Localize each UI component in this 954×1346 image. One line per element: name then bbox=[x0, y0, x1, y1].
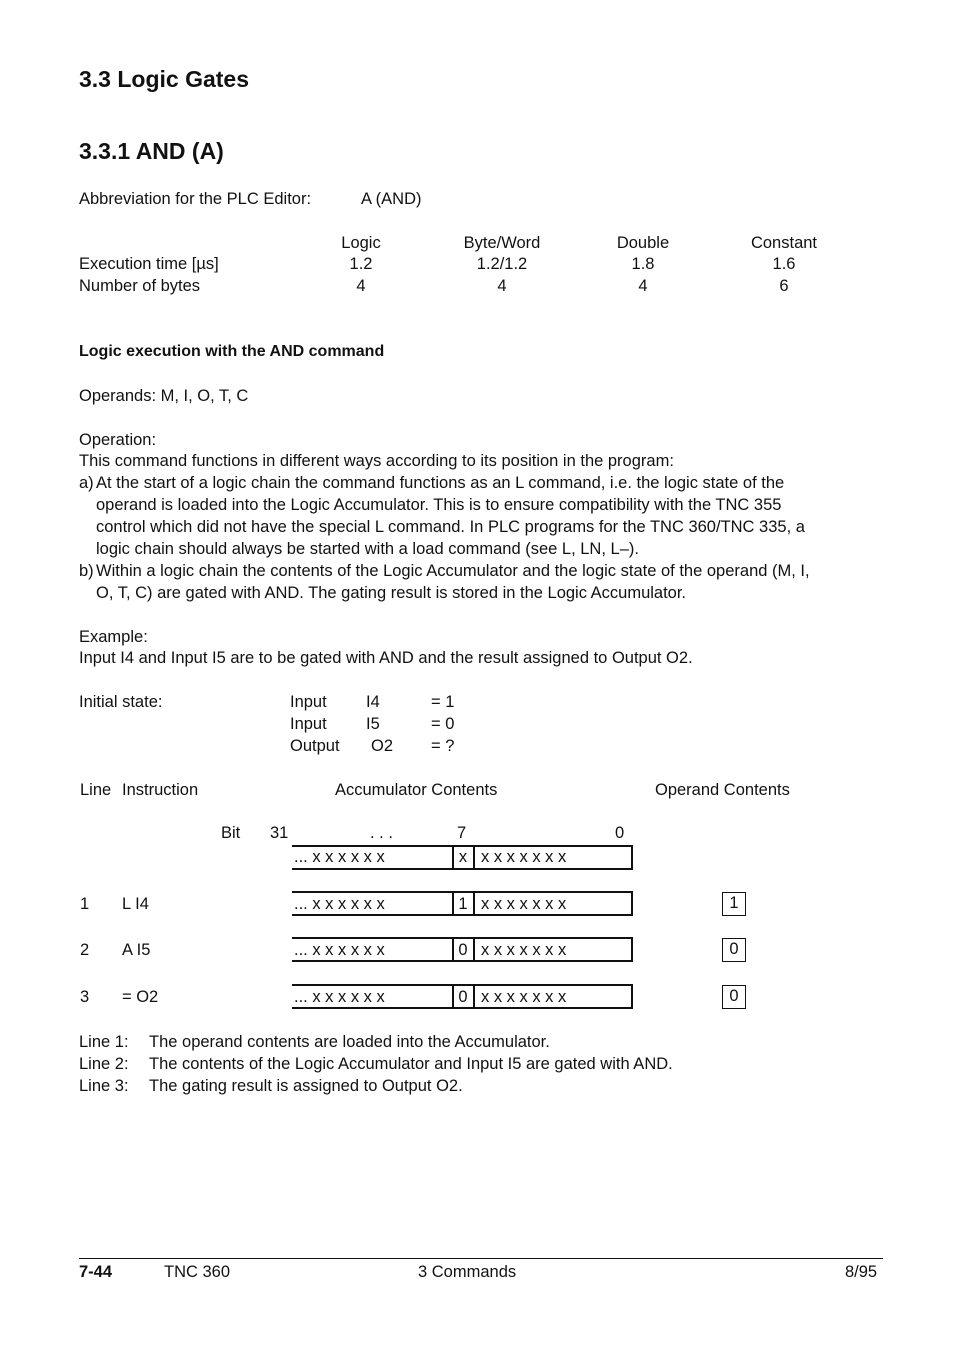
exec-cell: 1.6 bbox=[772, 255, 796, 273]
acc-bit7: 1 bbox=[458, 895, 468, 913]
acc-right-bits: x x x x x x x bbox=[481, 988, 567, 1006]
operands-text: Operands: M, I, O, T, C bbox=[79, 387, 249, 405]
item-b-marker: b) bbox=[79, 562, 94, 580]
item-a-line: operand is loaded into the Logic Accumulator. This is to ensure compatibility with the TNC 355 bbox=[96, 496, 782, 514]
exec-row-label: Execution time [µs] bbox=[79, 255, 219, 273]
exec-cell: 6 bbox=[779, 277, 789, 295]
acc-right-bits: x x x x x x x bbox=[481, 895, 567, 913]
item-a-line: logic chain should always be started with a load command (see L, LN, L–). bbox=[96, 540, 639, 558]
row-instruction: A I5 bbox=[122, 941, 151, 959]
section-title: 3.3 Logic Gates bbox=[79, 66, 250, 92]
state-type: Input bbox=[290, 693, 327, 711]
operand-box: 0 bbox=[722, 938, 746, 962]
operand-box: 0 bbox=[722, 985, 746, 1009]
item-a-line: At the start of a logic chain the command functions as an L command, i.e. the logic state of the bbox=[96, 474, 785, 492]
footer-chapter: 3 Commands bbox=[418, 1263, 517, 1281]
state-value: = 0 bbox=[431, 715, 455, 733]
exec-cell: 1.2/1.2 bbox=[476, 255, 528, 273]
bit-0: 0 bbox=[615, 824, 625, 842]
note-text: The gating result is assigned to Output O2. bbox=[149, 1077, 463, 1095]
state-name: I4 bbox=[366, 693, 380, 711]
diagram-header-instruction: Instruction bbox=[122, 781, 199, 799]
operation-text: This command functions in different ways according to its position in the program: bbox=[79, 452, 674, 470]
bit-31: 31 bbox=[270, 824, 289, 842]
acc-bit7: 0 bbox=[458, 988, 468, 1006]
exec-row-label: Number of bytes bbox=[79, 277, 201, 295]
subsection-title: 3.3.1 AND (A) bbox=[79, 138, 224, 164]
exec-cell: 4 bbox=[356, 277, 366, 295]
acc-left-bits: ... x x x x x x bbox=[294, 848, 385, 866]
state-name: I5 bbox=[366, 715, 380, 733]
exec-cell: 4 bbox=[497, 277, 507, 295]
acc-left-bits: ... x x x x x x bbox=[294, 941, 385, 959]
exec-cell: 1.8 bbox=[631, 255, 655, 273]
logic-heading: Logic execution with the AND command bbox=[79, 343, 385, 360]
note-label: Line 2: bbox=[79, 1055, 129, 1073]
footer-page-number: 7-44 bbox=[79, 1263, 113, 1281]
state-type: Input bbox=[290, 715, 327, 733]
footer-product: TNC 360 bbox=[164, 1263, 231, 1281]
item-a-line: control which did not have the special L command. In PLC programs for the TNC 360/TNC 335, a bbox=[96, 518, 805, 536]
item-a-marker: a) bbox=[79, 474, 94, 492]
acc-right-bits: x x x x x x x bbox=[481, 848, 567, 866]
item-b-line: O, T, C) are gated with AND. The gating result is stored in the Logic Accumulator. bbox=[96, 584, 687, 602]
state-value: = 1 bbox=[431, 693, 455, 711]
bit-7: 7 bbox=[457, 824, 467, 842]
bit-dots: . . . bbox=[370, 824, 393, 842]
acc-bit7: x bbox=[458, 848, 468, 866]
operand-box: 1 bbox=[722, 892, 746, 916]
exec-header-double: Double bbox=[616, 234, 670, 252]
exec-header-constant: Constant bbox=[750, 234, 818, 252]
initial-state-label: Initial state: bbox=[79, 693, 163, 711]
example-label: Example: bbox=[79, 628, 148, 646]
row-instruction: L I4 bbox=[122, 895, 149, 913]
row-number: 1 bbox=[80, 895, 90, 913]
note-text: The operand contents are loaded into the Accumulator. bbox=[149, 1033, 550, 1051]
operation-label: Operation: bbox=[79, 431, 157, 449]
row-instruction: = O2 bbox=[122, 988, 159, 1006]
exec-header-byteword: Byte/Word bbox=[463, 234, 541, 252]
diagram-header-accumulator: Accumulator Contents bbox=[335, 781, 498, 799]
footer-date: 8/95 bbox=[845, 1263, 878, 1281]
state-value: = ? bbox=[431, 737, 455, 755]
note-label: Line 1: bbox=[79, 1033, 129, 1051]
acc-right-bits: x x x x x x x bbox=[481, 941, 567, 959]
note-label: Line 3: bbox=[79, 1077, 129, 1095]
exec-header-logic: Logic bbox=[341, 234, 381, 252]
exec-cell: 4 bbox=[638, 277, 648, 295]
abbrev-value: A (AND) bbox=[361, 190, 422, 208]
bit-label: Bit bbox=[221, 824, 241, 842]
note-text: The contents of the Logic Accumulator and Input I5 are gated with AND. bbox=[149, 1055, 673, 1073]
state-type: Output bbox=[290, 737, 340, 755]
acc-bit7: 0 bbox=[458, 941, 468, 959]
abbrev-label: Abbreviation for the PLC Editor: bbox=[79, 190, 312, 208]
example-text: Input I4 and Input I5 are to be gated with AND and the result assigned to Output O2. bbox=[79, 649, 693, 667]
acc-left-bits: ... x x x x x x bbox=[294, 895, 385, 913]
row-number: 3 bbox=[80, 988, 90, 1006]
exec-cell: 1.2 bbox=[349, 255, 373, 273]
state-name: O2 bbox=[371, 737, 394, 755]
diagram-header-operand: Operand Contents bbox=[655, 781, 790, 799]
diagram-header-line: Line bbox=[80, 781, 112, 799]
acc-left-bits: ... x x x x x x bbox=[294, 988, 385, 1006]
footer-rule bbox=[79, 1258, 883, 1259]
row-number: 2 bbox=[80, 941, 90, 959]
item-b-line: Within a logic chain the contents of the Logic Accumulator and the logic state of the operand (M, I, bbox=[96, 562, 810, 580]
